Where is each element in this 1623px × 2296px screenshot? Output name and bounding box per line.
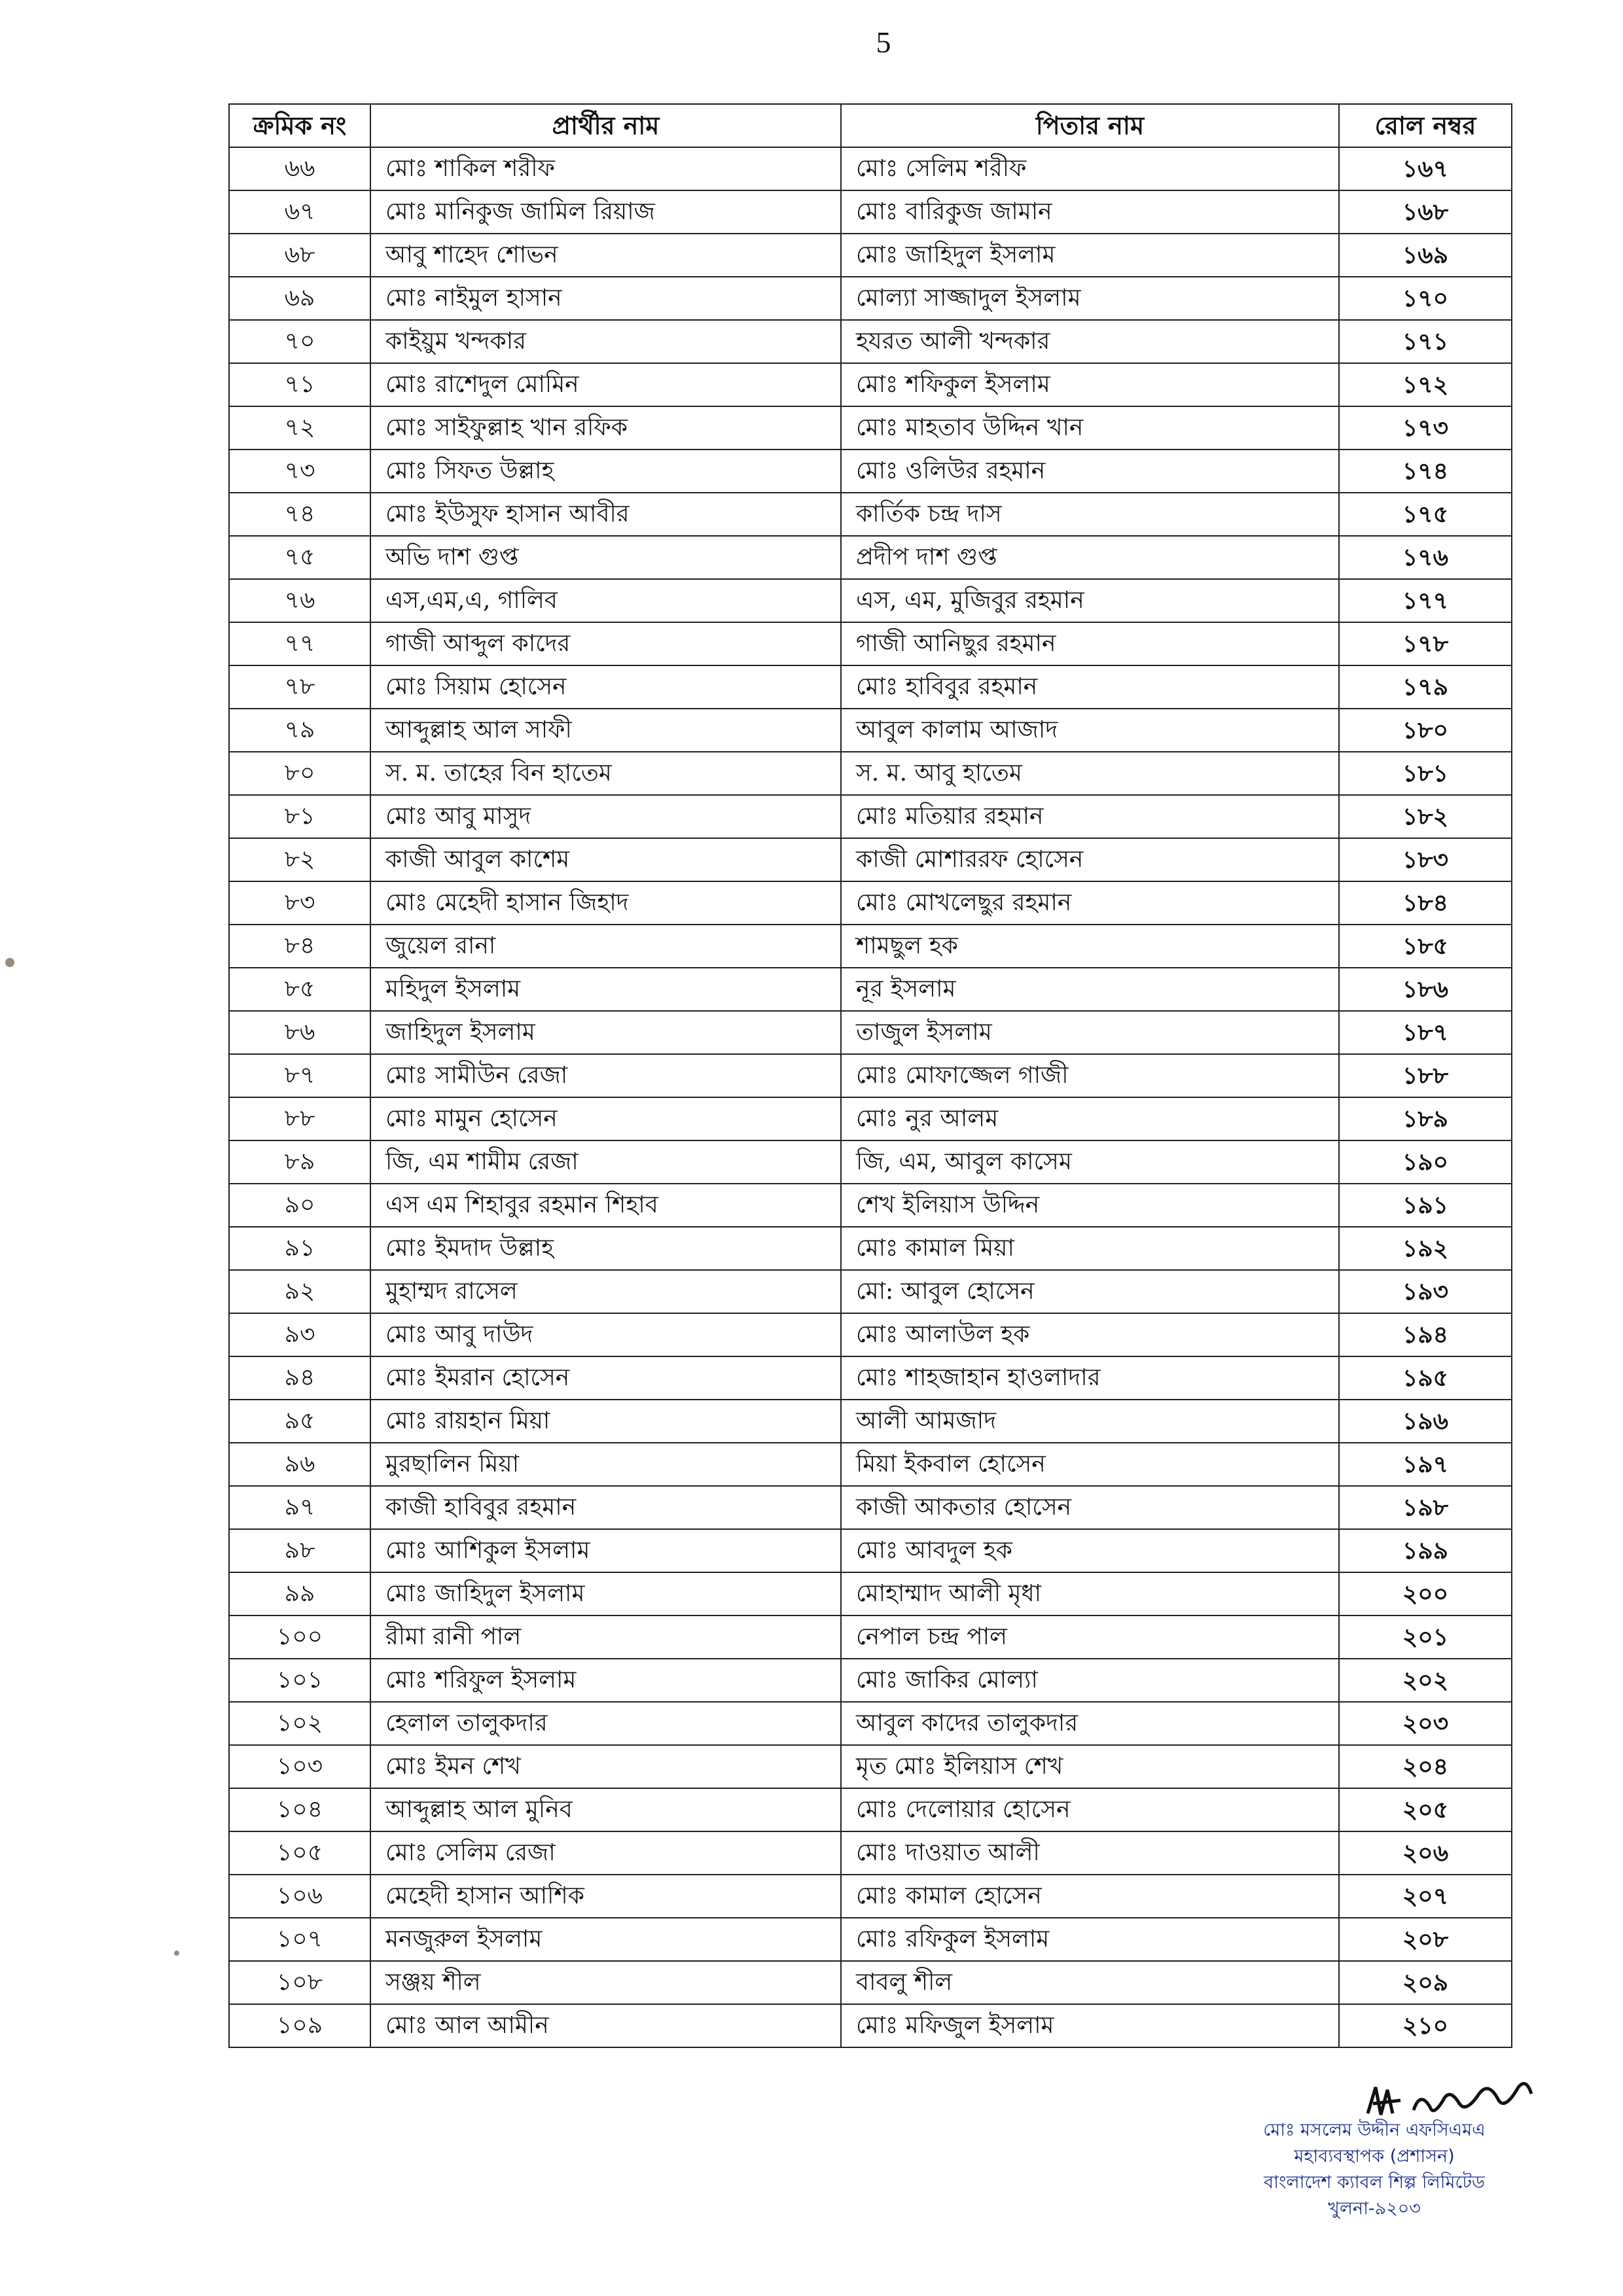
serial-cell: ৭৭: [229, 622, 370, 665]
serial-cell: ৮৫: [229, 968, 370, 1011]
roll-number-cell: ১৭৫: [1339, 493, 1512, 536]
table-row: [229, 1140, 1512, 1184]
candidate-name-cell: মুরছালিন মিয়া: [370, 1443, 841, 1486]
candidate-name-cell: কাইয়ুম খন্দকার: [370, 320, 841, 363]
table-row: [229, 709, 1512, 752]
father-name-cell: স. ম. আবু হাতেম: [841, 752, 1339, 795]
father-name-cell: নেপাল চন্দ্র পাল: [841, 1616, 1339, 1659]
table-row: [229, 1572, 1512, 1616]
table-row: [229, 1702, 1512, 1745]
table-row: [229, 1918, 1512, 1961]
candidate-name-cell: মহিদুল ইসলাম: [370, 968, 841, 1011]
roll-number-cell: ২০৯: [1339, 1961, 1512, 2004]
candidate-name-cell: অভি দাশ গুপ্ত: [370, 536, 841, 579]
serial-cell: ৮৭: [229, 1054, 370, 1097]
father-name-cell: মোঃ মোখলেছুর রহমান: [841, 881, 1339, 925]
roll-number-cell: ২০৮: [1339, 1918, 1512, 1961]
candidate-name-cell: মোঃ নাইমুল হাসান: [370, 277, 841, 320]
roll-number-cell: ১৯৪: [1339, 1313, 1512, 1356]
father-name-cell: মোঃ কামাল মিয়া: [841, 1227, 1339, 1270]
roll-number-cell: ২০০: [1339, 1572, 1512, 1616]
father-name-cell: প্রদীপ দাশ গুপ্ত: [841, 536, 1339, 579]
candidate-name-cell: সঞ্জয় শীল: [370, 1961, 841, 2004]
roll-number-cell: ১৮৯: [1339, 1097, 1512, 1140]
serial-cell: ৮৩: [229, 881, 370, 925]
table-row: [229, 1961, 1512, 2004]
father-name-cell: মোঃ আবদুল হক: [841, 1529, 1339, 1572]
table-row: [229, 1616, 1512, 1659]
serial-cell: ১০৬: [229, 1875, 370, 1918]
table-row: [229, 1400, 1512, 1443]
candidate-name-cell: কাজী আবুল কাশেম: [370, 838, 841, 881]
serial-cell: ৭৫: [229, 536, 370, 579]
roll-number-cell: ১৯৬: [1339, 1400, 1512, 1443]
father-name-cell: মোঃ শাহজাহান হাওলাদার: [841, 1356, 1339, 1400]
father-name-cell: মোল্যা সাজ্জাদুল ইসলাম: [841, 277, 1339, 320]
father-name-cell: বাবলু শীল: [841, 1961, 1339, 2004]
father-name-cell: মোঃ জাহিদুল ইসলাম: [841, 234, 1339, 277]
roll-number-cell: ১৮২: [1339, 795, 1512, 838]
header-father-name: পিতার নাম: [841, 104, 1339, 147]
roll-number-cell: ১৭৮: [1339, 622, 1512, 665]
table-row: [229, 1313, 1512, 1356]
table-row: [229, 277, 1512, 320]
candidate-name-cell: মোঃ জাহিদুল ইসলাম: [370, 1572, 841, 1616]
father-name-cell: মৃত মোঃ ইলিয়াস শেখ: [841, 1745, 1339, 1788]
father-name-cell: মোঃ মতিয়ার রহমান: [841, 795, 1339, 838]
candidate-name-cell: মোঃ ইমন শেখ: [370, 1745, 841, 1788]
father-name-cell: মোঃ বারিকুজ জামান: [841, 190, 1339, 234]
father-name-cell: মোঃ হাবিবুর রহমান: [841, 665, 1339, 709]
roll-number-cell: ১৭১: [1339, 320, 1512, 363]
serial-cell: ১০১: [229, 1659, 370, 1702]
roll-number-cell: ২১০: [1339, 2004, 1512, 2047]
page-number: 5: [876, 26, 891, 59]
table-row: [229, 493, 1512, 536]
serial-cell: ১০৮: [229, 1961, 370, 2004]
roll-number-cell: ১৯৮: [1339, 1486, 1512, 1529]
table-body: [229, 147, 1512, 2047]
candidate-name-cell: মোঃ আশিকুল ইসলাম: [370, 1529, 841, 1572]
signature-block: [1191, 2117, 1558, 2222]
header-serial: ক্রমিক নং: [229, 104, 370, 147]
candidate-name-cell: আবু শাহেদ শোভন: [370, 234, 841, 277]
serial-cell: ১০৯: [229, 2004, 370, 2047]
candidate-name-cell: মোঃ শাকিল শরীফ: [370, 147, 841, 190]
serial-cell: ৯০: [229, 1184, 370, 1227]
roll-number-cell: ১৭০: [1339, 277, 1512, 320]
serial-cell: ৯২: [229, 1270, 370, 1313]
serial-cell: ৭৮: [229, 665, 370, 709]
table-row: [229, 925, 1512, 968]
table-row: [229, 536, 1512, 579]
serial-cell: ৮২: [229, 838, 370, 881]
candidate-name-cell: মোঃ শরিফুল ইসলাম: [370, 1659, 841, 1702]
father-name-cell: মোহাম্মাদ আলী মৃধা: [841, 1572, 1339, 1616]
serial-cell: ৯৯: [229, 1572, 370, 1616]
header-roll-number: রোল নম্বর: [1339, 104, 1512, 147]
signatory-designation: মহাব্যবস্থাপক (প্রশাসন): [1294, 2146, 1455, 2166]
roll-number-cell: ১৮০: [1339, 709, 1512, 752]
father-name-cell: কাজী আকতার হোসেন: [841, 1486, 1339, 1529]
roll-number-cell: ১৮৬: [1339, 968, 1512, 1011]
father-name-cell: মোঃ রফিকুল ইসলাম: [841, 1918, 1339, 1961]
candidate-name-cell: মোঃ ইমরান হোসেন: [370, 1356, 841, 1400]
candidate-name-cell: মোঃ সামীউন রেজা: [370, 1054, 841, 1097]
father-name-cell: মোঃ সেলিম শরীফ: [841, 147, 1339, 190]
serial-cell: ১০২: [229, 1702, 370, 1745]
father-name-cell: জি, এম, আবুল কাসেম: [841, 1140, 1339, 1184]
candidate-name-cell: জি, এম শামীম রেজা: [370, 1140, 841, 1184]
serial-cell: ৯৭: [229, 1486, 370, 1529]
serial-cell: ৬৭: [229, 190, 370, 234]
father-name-cell: আলী আমজাদ: [841, 1400, 1339, 1443]
serial-cell: ৬৬: [229, 147, 370, 190]
candidate-name-cell: মোঃ রায়হান মিয়া: [370, 1400, 841, 1443]
table-row: [229, 190, 1512, 234]
table-row: [229, 1875, 1512, 1918]
father-name-cell: মোঃ আলাউল হক: [841, 1313, 1339, 1356]
signatory-company: বাংলাদেশ ক্যাবল শিল্প লিমিটেড: [1264, 2172, 1485, 2193]
candidate-name-cell: মোঃ সেলিম রেজা: [370, 1831, 841, 1875]
table-row: [229, 320, 1512, 363]
candidate-name-cell: মোঃ রাশেদুল মোমিন: [370, 363, 841, 406]
father-name-cell: আবুল কাদের তালুকদার: [841, 1702, 1339, 1745]
candidate-name-cell: মোঃ ইমদাদ উল্লাহ: [370, 1227, 841, 1270]
father-name-cell: মোঃ মোফাজ্জেল গাজী: [841, 1054, 1339, 1097]
candidate-name-cell: মেহেদী হাসান আশিক: [370, 1875, 841, 1918]
father-name-cell: কাজী মোশাররফ হোসেন: [841, 838, 1339, 881]
table-row: [229, 1788, 1512, 1831]
father-name-cell: মোঃ কামাল হোসেন: [841, 1875, 1339, 1918]
roll-number-cell: ১৮৫: [1339, 925, 1512, 968]
father-name-cell: মোঃ নুর আলম: [841, 1097, 1339, 1140]
table-row: [229, 1486, 1512, 1529]
table-row: [229, 795, 1512, 838]
table-row: [229, 1529, 1512, 1572]
table-row: [229, 1227, 1512, 1270]
table-row: [229, 752, 1512, 795]
father-name-cell: মো: আবুল হোসেন: [841, 1270, 1339, 1313]
table-row: [229, 147, 1512, 190]
table-row: [229, 1443, 1512, 1486]
serial-cell: ৮৯: [229, 1140, 370, 1184]
serial-cell: ৮৪: [229, 925, 370, 968]
serial-cell: ৯৮: [229, 1529, 370, 1572]
father-name-cell: মোঃ দাওয়াত আলী: [841, 1831, 1339, 1875]
serial-cell: ৯৪: [229, 1356, 370, 1400]
serial-cell: ৬৯: [229, 277, 370, 320]
signatory-name: মোঃ মসলেম উদ্দীন এফসিএমএ: [1263, 2120, 1486, 2140]
candidate-name-cell: মোঃ মামুন হোসেন: [370, 1097, 841, 1140]
candidate-name-cell: মোঃ আল আমীন: [370, 2004, 841, 2047]
roll-number-cell: ২০২: [1339, 1659, 1512, 1702]
serial-cell: ৭৬: [229, 579, 370, 622]
roll-number-cell: ১৮৮: [1339, 1054, 1512, 1097]
candidate-name-cell: মোঃ মেহেদী হাসান জিহাদ: [370, 881, 841, 925]
candidate-name-cell: রীমা রানী পাল: [370, 1616, 841, 1659]
roll-number-cell: ১৮১: [1339, 752, 1512, 795]
serial-cell: ৮৮: [229, 1097, 370, 1140]
candidate-name-cell: জুয়েল রানা: [370, 925, 841, 968]
roll-number-cell: ২০৫: [1339, 1788, 1512, 1831]
table-row: [229, 234, 1512, 277]
table-row: [229, 1659, 1512, 1702]
serial-cell: ৭১: [229, 363, 370, 406]
candidate-name-cell: মনজুরুল ইসলাম: [370, 1918, 841, 1961]
serial-cell: ১০৩: [229, 1745, 370, 1788]
table-row: [229, 579, 1512, 622]
serial-cell: ৭৪: [229, 493, 370, 536]
table-row: [229, 838, 1512, 881]
roll-number-cell: ১৯২: [1339, 1227, 1512, 1270]
father-name-cell: এস, এম, মুজিবুর রহমান: [841, 579, 1339, 622]
candidate-name-cell: আব্দুল্লাহ আল মুনিব: [370, 1788, 841, 1831]
candidate-name-cell: মোঃ মানিকুজ জামিল রিয়াজ: [370, 190, 841, 234]
table-row: [229, 1097, 1512, 1140]
roll-number-cell: ১৯৫: [1339, 1356, 1512, 1400]
serial-cell: ৮০: [229, 752, 370, 795]
candidate-name-cell: মোঃ আবু মাসুদ: [370, 795, 841, 838]
roll-number-cell: ১৮৭: [1339, 1011, 1512, 1054]
candidate-name-cell: আব্দুল্লাহ আল সাফী: [370, 709, 841, 752]
father-name-cell: মিয়া ইকবাল হোসেন: [841, 1443, 1339, 1486]
father-name-cell: শামছুল হক: [841, 925, 1339, 968]
father-name-cell: নূর ইসলাম: [841, 968, 1339, 1011]
roll-number-cell: ১৮৩: [1339, 838, 1512, 881]
table-row: [229, 665, 1512, 709]
table-row: [229, 622, 1512, 665]
table-row: [229, 1745, 1512, 1788]
roll-number-cell: ২০৪: [1339, 1745, 1512, 1788]
roll-number-cell: ১৭৭: [1339, 579, 1512, 622]
candidate-name-cell: মোঃ সিফত উল্লাহ: [370, 450, 841, 493]
roll-number-cell: ১৯১: [1339, 1184, 1512, 1227]
serial-cell: ৭৯: [229, 709, 370, 752]
scan-speck: [174, 1951, 179, 1956]
roll-number-cell: ১৬৮: [1339, 190, 1512, 234]
roll-number-cell: ১৯৯: [1339, 1529, 1512, 1572]
candidate-table: [228, 103, 1512, 2048]
table-row: [229, 1184, 1512, 1227]
table-row: [229, 1270, 1512, 1313]
header-candidate-name: প্রার্থীর নাম: [370, 104, 841, 147]
serial-cell: ১০৪: [229, 1788, 370, 1831]
roll-number-cell: ১৬৭: [1339, 147, 1512, 190]
roll-number-cell: ১৮৪: [1339, 881, 1512, 925]
candidate-name-cell: হেলাল তালুকদার: [370, 1702, 841, 1745]
candidate-name-cell: মোঃ সাইফুল্লাহ খান রফিক: [370, 406, 841, 450]
father-name-cell: আবুল কালাম আজাদ: [841, 709, 1339, 752]
serial-cell: ১০৫: [229, 1831, 370, 1875]
father-name-cell: তাজুল ইসলাম: [841, 1011, 1339, 1054]
table-row: [229, 363, 1512, 406]
serial-cell: ৭৩: [229, 450, 370, 493]
serial-cell: ৯১: [229, 1227, 370, 1270]
candidate-name-cell: মুহাম্মদ রাসেল: [370, 1270, 841, 1313]
roll-number-cell: ১৭৯: [1339, 665, 1512, 709]
roll-number-cell: ১৭৬: [1339, 536, 1512, 579]
candidate-name-cell: গাজী আব্দুল কাদের: [370, 622, 841, 665]
table-header-row: [229, 104, 1512, 147]
roll-number-cell: ২০৩: [1339, 1702, 1512, 1745]
table-row: [229, 406, 1512, 450]
serial-cell: ৯৬: [229, 1443, 370, 1486]
roll-number-cell: ২০৭: [1339, 1875, 1512, 1918]
father-name-cell: মোঃ জাকির মোল্যা: [841, 1659, 1339, 1702]
serial-cell: ৮১: [229, 795, 370, 838]
candidate-name-cell: স. ম. তাহের বিন হাতেম: [370, 752, 841, 795]
candidate-name-cell: মোঃ ইউসুফ হাসান আবীর: [370, 493, 841, 536]
father-name-cell: কার্তিক চন্দ্র দাস: [841, 493, 1339, 536]
table-row: [229, 881, 1512, 925]
father-name-cell: শেখ ইলিয়াস উদ্দিন: [841, 1184, 1339, 1227]
father-name-cell: গাজী আনিছুর রহমান: [841, 622, 1339, 665]
roll-number-cell: ১৯৩: [1339, 1270, 1512, 1313]
table-row: [229, 1831, 1512, 1875]
father-name-cell: মোঃ মাহতাব উদ্দিন খান: [841, 406, 1339, 450]
table-row: [229, 450, 1512, 493]
serial-cell: ৭২: [229, 406, 370, 450]
roll-number-cell: ২০৬: [1339, 1831, 1512, 1875]
table-row: [229, 1054, 1512, 1097]
serial-cell: ১০৭: [229, 1918, 370, 1961]
candidate-name-cell: মোঃ আবু দাউদ: [370, 1313, 841, 1356]
candidate-name-cell: জাহিদুল ইসলাম: [370, 1011, 841, 1054]
serial-cell: ৬৮: [229, 234, 370, 277]
father-name-cell: মোঃ শফিকুল ইসলাম: [841, 363, 1339, 406]
father-name-cell: মোঃ মফিজুল ইসলাম: [841, 2004, 1339, 2047]
father-name-cell: মোঃ দেলোয়ার হোসেন: [841, 1788, 1339, 1831]
table-row: [229, 1011, 1512, 1054]
candidate-name-cell: এস,এম,এ, গালিব: [370, 579, 841, 622]
serial-cell: ৮৬: [229, 1011, 370, 1054]
scan-speck: [5, 958, 14, 967]
candidate-name-cell: কাজী হাবিবুর রহমান: [370, 1486, 841, 1529]
roll-number-cell: ১৭২: [1339, 363, 1512, 406]
roll-number-cell: ১৭৪: [1339, 450, 1512, 493]
roll-number-cell: ১৯০: [1339, 1140, 1512, 1184]
serial-cell: ৯৩: [229, 1313, 370, 1356]
roll-number-cell: ১৯৭: [1339, 1443, 1512, 1486]
father-name-cell: মোঃ ওলিউর রহমান: [841, 450, 1339, 493]
table-row: [229, 968, 1512, 1011]
roll-number-cell: ১৬৯: [1339, 234, 1512, 277]
candidate-name-cell: মোঃ সিয়াম হোসেন: [370, 665, 841, 709]
candidate-name-cell: এস এম শিহাবুর রহমান শিহাব: [370, 1184, 841, 1227]
signatory-city: খুলনা-৯২০৩: [1328, 2199, 1421, 2219]
serial-cell: ১০০: [229, 1616, 370, 1659]
table-row: [229, 2004, 1512, 2047]
roll-number-cell: ২০১: [1339, 1616, 1512, 1659]
table-row: [229, 1356, 1512, 1400]
serial-cell: ৯৫: [229, 1400, 370, 1443]
father-name-cell: হযরত আলী খন্দকার: [841, 320, 1339, 363]
roll-number-cell: ১৭৩: [1339, 406, 1512, 450]
serial-cell: ৭০: [229, 320, 370, 363]
